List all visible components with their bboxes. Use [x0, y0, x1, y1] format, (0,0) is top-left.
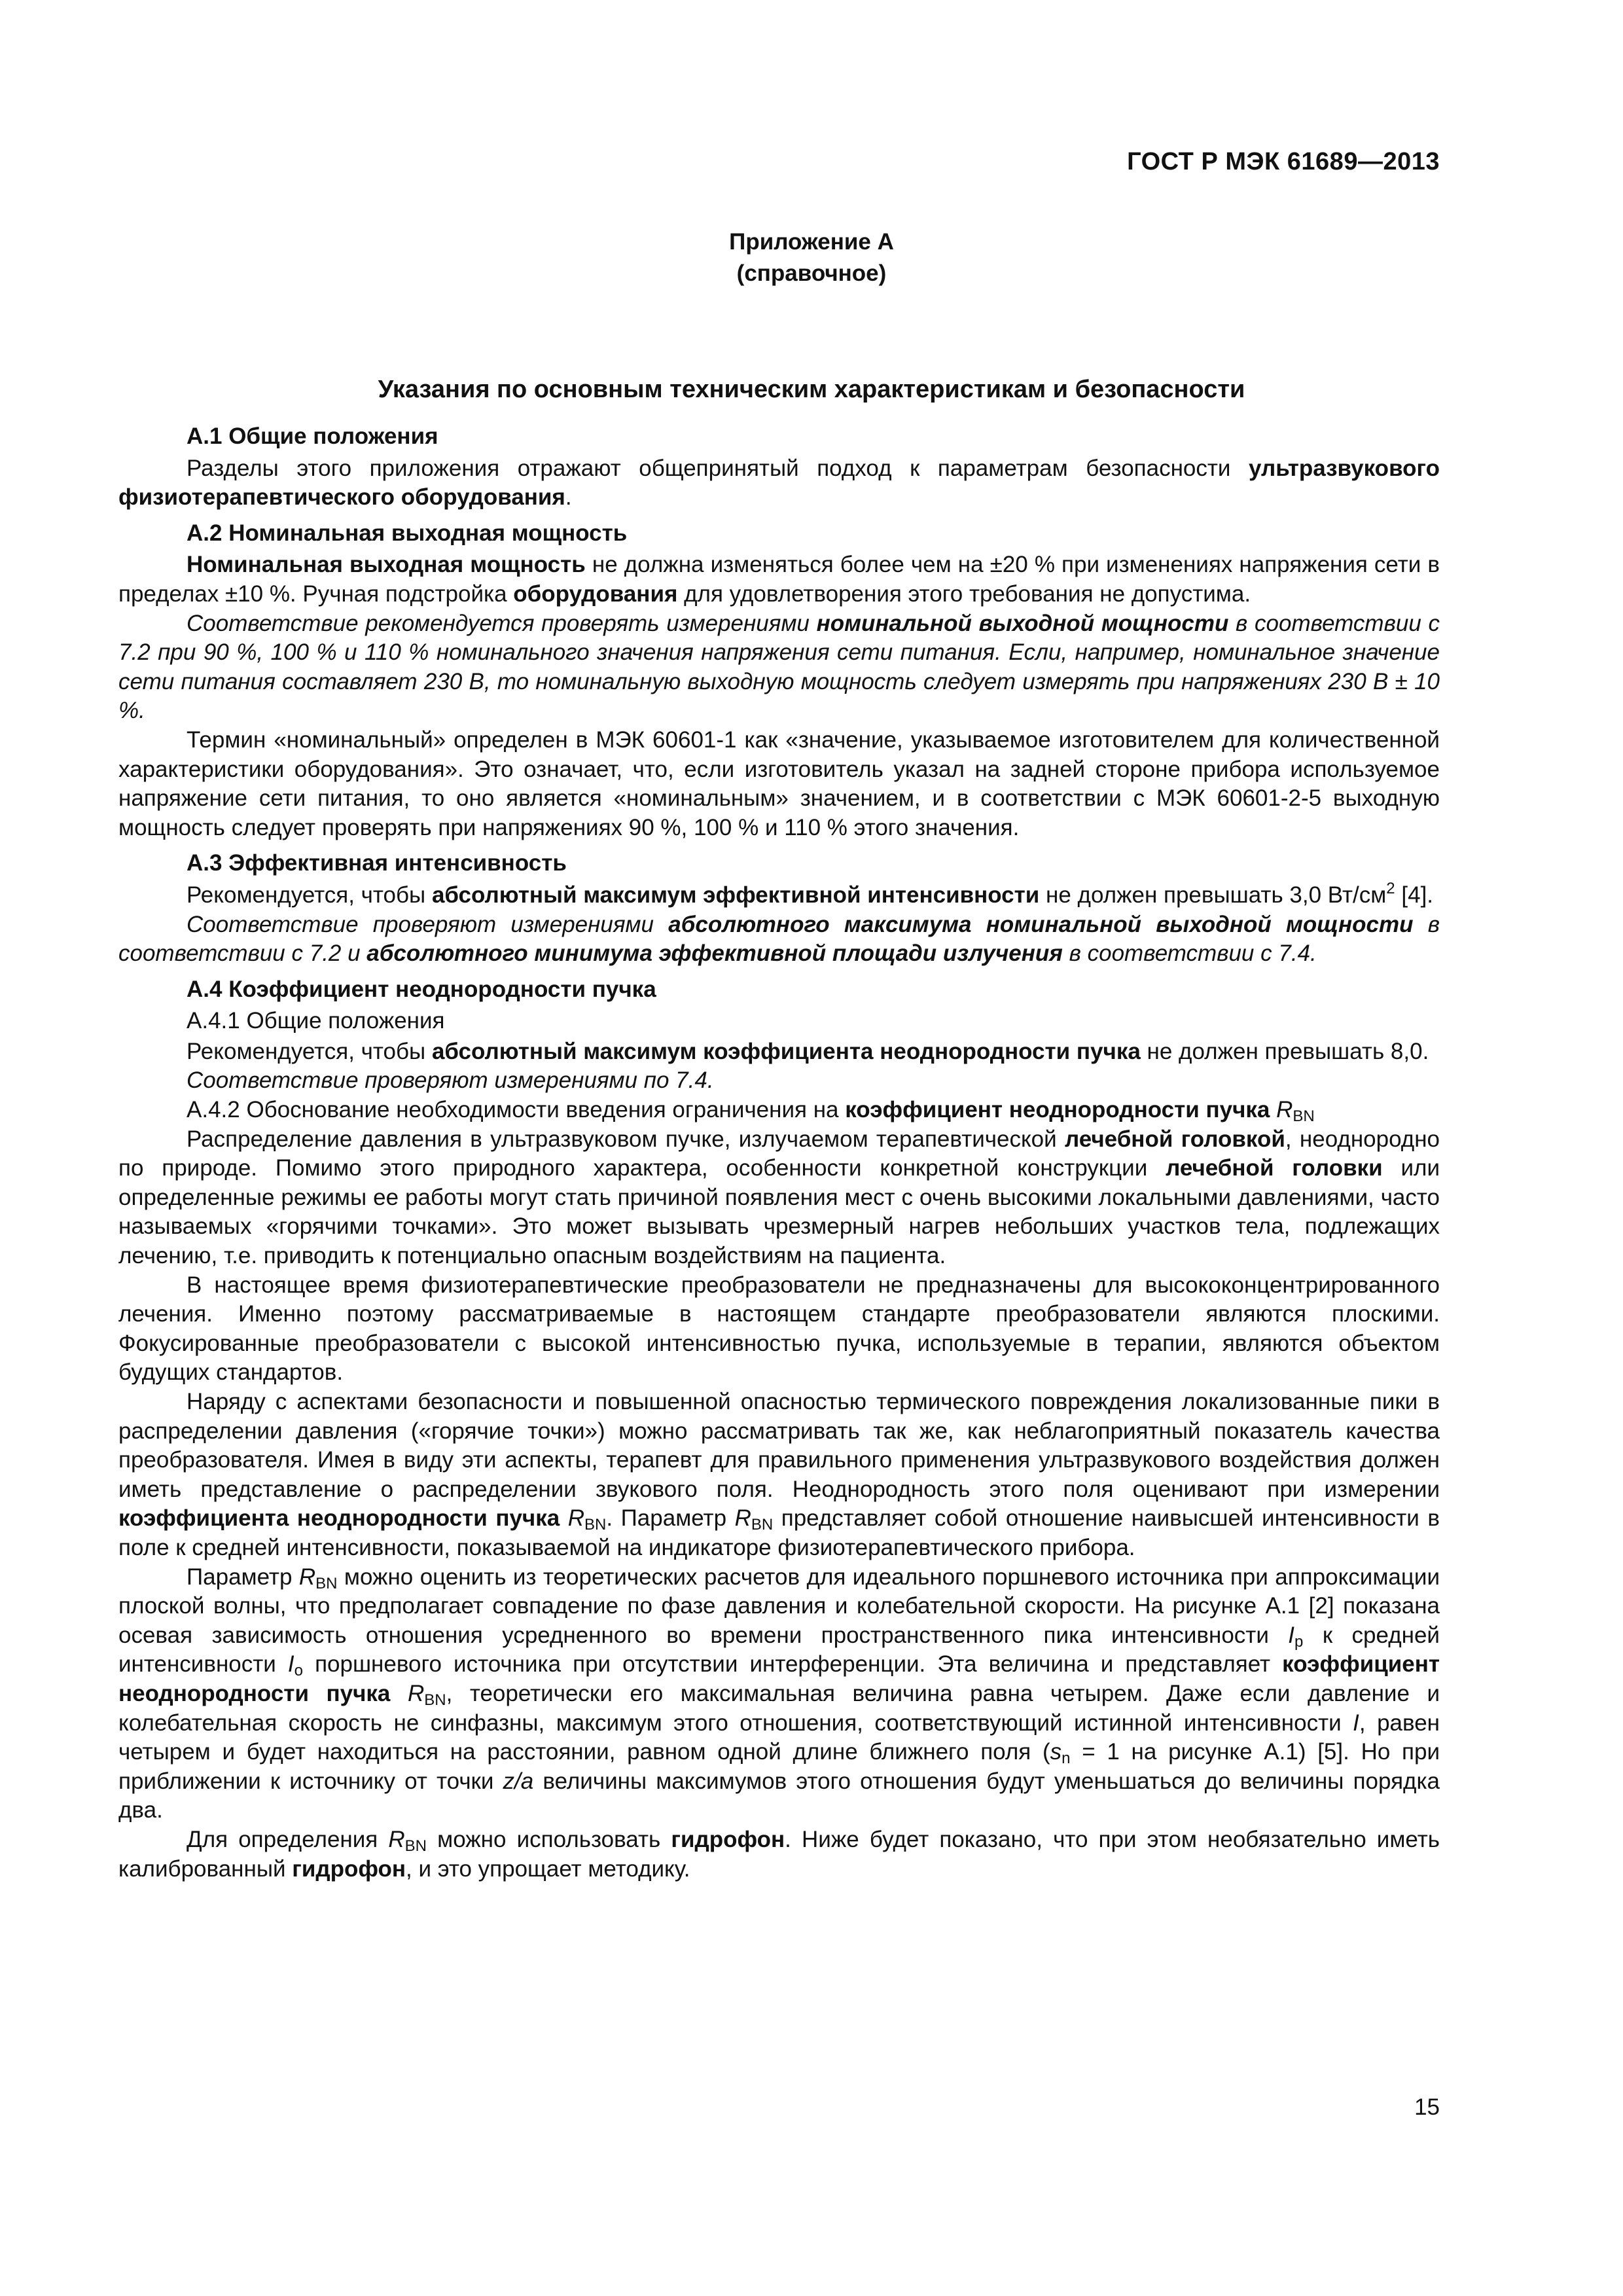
- section-heading-a1: А.1 Общие положения: [187, 423, 438, 449]
- page-title: Указания по основным техническим характеристикам и безопасности: [378, 376, 1245, 403]
- paragraph: Номинальная выходная мощность не должна изменяться более чем на ±20 % при изменениях напряжения сети в пределах ±10 %. Ручная подстройка оборудования для удовлетворения этого требования не допустима.: [118, 552, 1440, 607]
- paragraph: Рекомендуется, чтобы абсолютный максимум коэффициента неоднородности пучка не должен превышать 8,0.: [187, 1038, 1429, 1064]
- appendix-status: (справочное): [736, 260, 887, 286]
- paragraph: Для определения $R_{BN}$ можно использовать гидрофон. Ниже будет показано, что при этом необязательно иметь калиброванный гидрофон, и это упрощает методику.: [118, 1826, 1440, 1882]
- page-number: 15: [1414, 2094, 1440, 2120]
- paragraph: Разделы этого приложения отражают общепринятый подход к параметрам безопасности ультразвукового физиотерапевтического оборудования.: [118, 455, 1440, 511]
- paragraph: В настоящее время физиотерапевтические преобразователи не предназначены для высококонцентрированного лечения. Именно поэтому рассматриваемые в настоящем стандарте преобразователи являются плоскими. Фокусированные преобразователи с высокой интенсивностью пучка, используемые в терапии, являются объектом будущих стандартов.: [118, 1272, 1440, 1386]
- paragraph: Рекомендуется, чтобы абсолютный максимум эффективной интенсивности не должен превышать 3,0 $Вт/см^2$ [4].: [187, 879, 1434, 908]
- paragraph: Наряду с аспектами безопасности и повышенной опасностью термического повреждения локализованные пики в распределении давления («горячие точки») можно рассматривать так же, как неблагоприятный показатель качества преобразователя. Имея в виду эти аспекты, терапевт для правильного применения ультразвукового воздействия должен иметь представление о распределении звукового поля. Неоднородность этого поля оценивают при измерении коэффициента неоднородности пучка $R_{BN}$. Параметр $R_{BN}$ представляет собой отношение наивысшей интенсивности в поле к средней интенсивности, показываемой на индикаторе физиотерапевтического прибора.: [118, 1389, 1440, 1560]
- paragraph: Распределение давления в ультразвуковом пучке, излучаемом терапевтической лечебной головкой, неоднородно по природе. Помимо этого природного характера, особенности конкретной конструкции лечебной головки или определенные режимы ее работы могут стать причиной появления мест с очень высокими локальными давлениями, часто называемых «горячими точками». Это может вызывать чрезмерный нагрев небольших участков тела, подлежащих лечению, т.е. приводить к потенциально опасным воздействиям на пациента.: [118, 1126, 1440, 1269]
- section-heading-a4: А.4 Коэффициент неоднородности пучка: [187, 976, 656, 1002]
- section-heading-a3: А.3 Эффективная интенсивность: [187, 850, 567, 876]
- compliance-paragraph: Соответствие проверяют измерениями по 7.4.: [187, 1067, 714, 1094]
- subsection-heading-a41: А.4.1 Общие положения: [187, 1008, 445, 1034]
- paragraph: Параметр $R_{BN}$ можно оценить из теоретических расчетов для идеального поршневого источника при аппроксимации плоской волны, что предполагает совпадение по фазе давления и колебательной скорости. На рисунке А.1 [2] показана осевая зависимость отношения усредненного во времени пространственного пика интенсивности $I_p$ к средней интенсивности $I_o$ поршневого источника при отсутствии интерференции. Эта величина и представляет коэффициент неоднородности пучка $R_{BN}$, теоретически его максимальная величина равна четырем. Даже если давление и колебательная скорость не синфазны, максимум этого отношения, соответствующий истинной интенсивности I, равен четырем и будет находиться на расстоянии, равном одной длине ближнего поля ($s_n = 1$ на рисунке А.1) [5]. Но при приближении к источнику от точки z/a величины максимумов этого отношения будут уменьшаться до величины порядка два.: [118, 1564, 1440, 1823]
- document-body: [118, 417, 1440, 1884]
- paragraph: Термин «номинальный» определен в МЭК 60601-1 как «значение, указываемое изготовителем для количественной характеристики оборудования». Это означает, что, если изготовитель указал на задней стороне прибора используемое напряжение сети питания, то оно является «номинальным» значением, и в соответствии с МЭК 60601-2-5 выходную мощность следует проверять при напряжениях 90 %, 100 % и 110 % этого значения.: [118, 726, 1440, 840]
- standard-designation: ГОСТ Р МЭК 61689—2013: [1127, 148, 1440, 175]
- compliance-paragraph: Соответствие проверяют измерениями абсолютного максимума номинальной выходной мощности в соответствии с 7.2 и абсолютного минимума эффективной площади излучения в соответствии с 7.4.: [118, 911, 1440, 967]
- section-heading-a2: А.2 Номинальная выходная мощность: [187, 520, 628, 546]
- subsection-heading-a42: А.4.2 Обоснование необходимости введения ограничения на коэффициент неоднородности пучка $R_{BN}$: [187, 1097, 1315, 1126]
- appendix-heading: [0, 226, 1623, 289]
- compliance-paragraph: Соответствие рекомендуется проверять измерениями номинальной выходной мощности в соответствии с 7.2 при 90 %, 100 % и 110 % номинального значения напряжения сети питания. Если, например, номинальное значение сети питания составляет 230 В, то номинальную выходную мощность следует измерять при напряжениях 230 В ± 10 %.: [118, 610, 1440, 724]
- appendix-title: Приложение А: [729, 229, 894, 255]
